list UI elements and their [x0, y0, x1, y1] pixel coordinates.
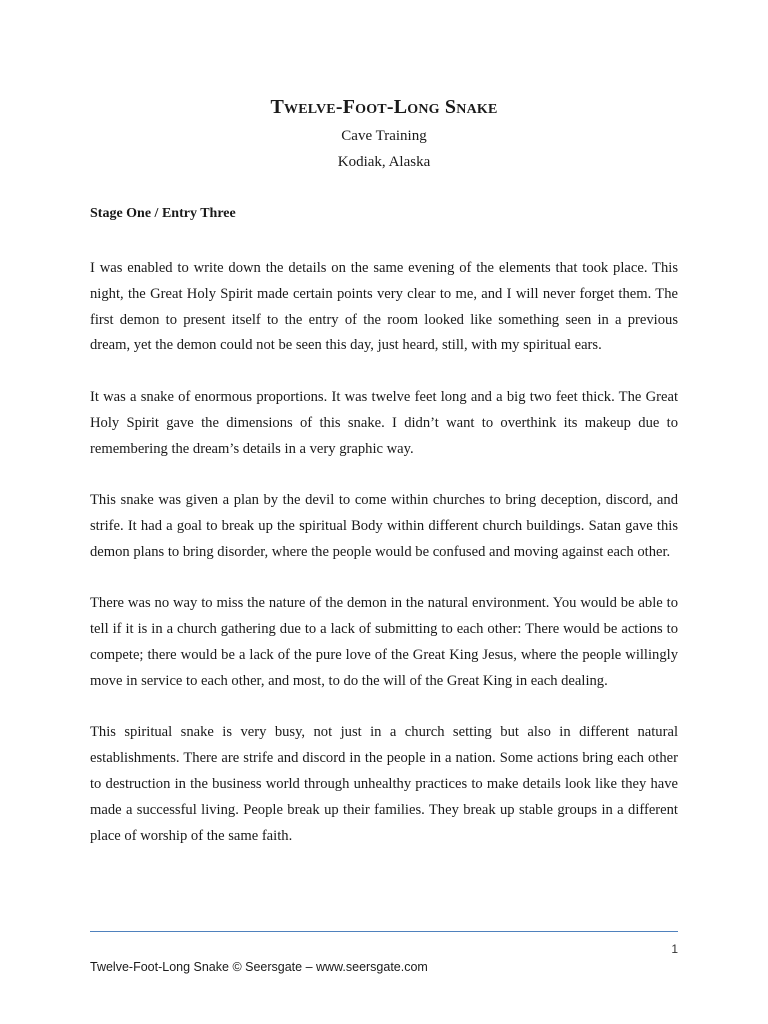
body-paragraph: This spiritual snake is very busy, not just in a church setting but also in different natural establishments. There are strife and discord in the people in a nation. Some actions bring each other to destruction in the business world through unhealthy practices to make details look like they have made a successful living. People break up their families. They break up stable groups in a different place of worship of the same faith. [90, 724, 678, 844]
footer-divider [90, 931, 678, 932]
body-paragraph: There was no way to miss the nature of the demon in the natural environment. You would be able to tell if it is in a church gathering due to a lack of submitting to each other: There would be actions to compete; there would be a lack of the pure love of the Great King Jesus, where the people willingly move in service to each other, and most, to do the will of the Great King in each dealing. [90, 595, 678, 689]
body-paragraph: It was a snake of enormous proportions. It was twelve feet long and a big two feet thick. The Great Holy Spirit gave the dimensions of this snake. I didn’t want to overthink its makeup due to remembering the dream’s details in a very graphic way. [90, 388, 678, 457]
body-paragraph: This snake was given a plan by the devil to come within churches to bring deception, discord, and strife. It had a goal to break up the spiritual Body within different church buildings. Satan gave this demon plans to bring disorder, where the people would be confused and moving against each other. [90, 492, 678, 560]
document-title: Twelve-Foot-Long Snake [270, 96, 498, 118]
footer-copyright: Twelve-Foot-Long Snake © Seersgate – www.seersgate.com [90, 960, 428, 974]
page-number: 1 [671, 942, 678, 956]
body-paragraph: I was enabled to write down the details on the same evening of the elements that took place. This night, the Great Holy Spirit made certain points very clear to me, and I will never forget them. The first demon to present itself to the entry of the room looked like something seen in a previous dream, yet the demon could not be seen this day, just heard, still, with my spiritual ears. [90, 260, 678, 354]
document-subtitle-location: Kodiak, Alaska [337, 154, 431, 170]
document-body [90, 256, 678, 875]
entry-heading: Stage One / Entry Three [90, 206, 236, 221]
document-subtitle-training: Cave Training [341, 128, 427, 144]
